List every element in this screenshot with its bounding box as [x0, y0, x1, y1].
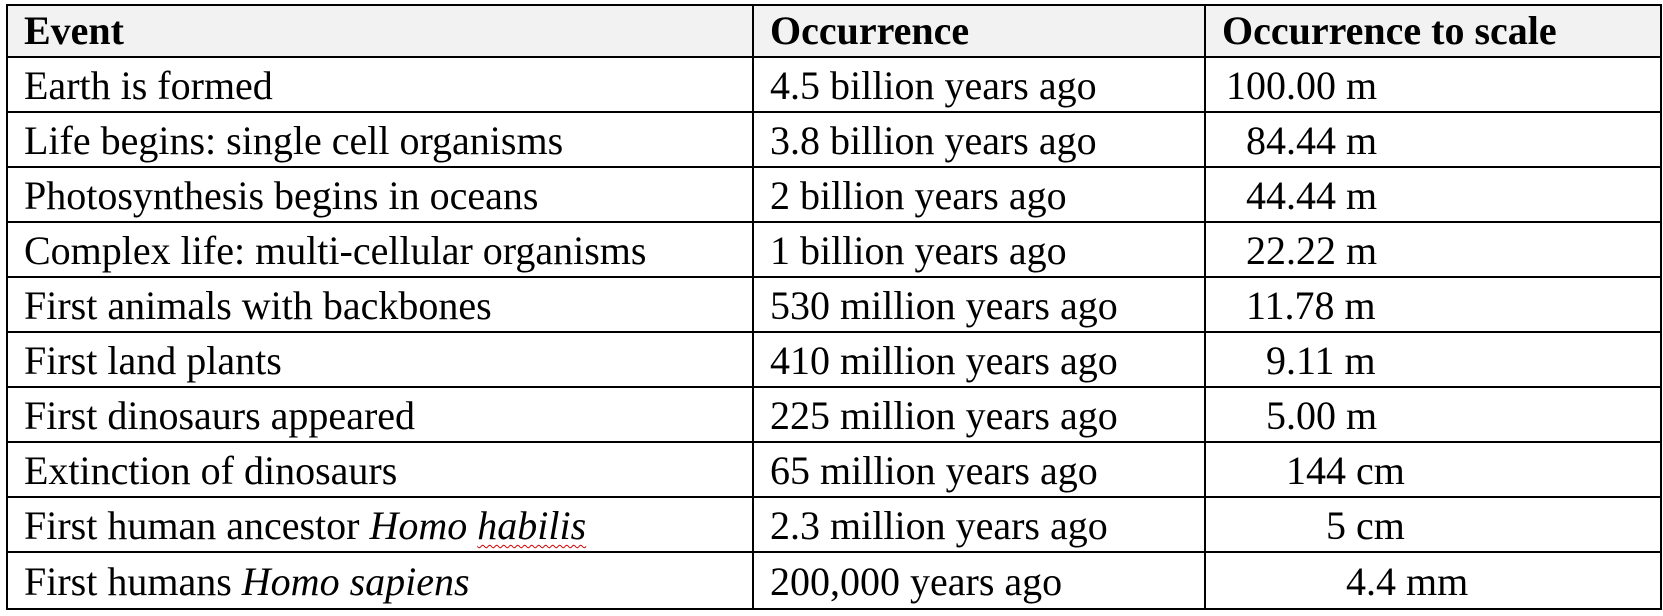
- taxon-name: Homo sapiens: [241, 559, 470, 604]
- table-row-event: [8, 498, 754, 553]
- table-row-event: First dinosaurs appeared: [8, 388, 754, 443]
- table-row-event: Earth is formed: [8, 58, 754, 113]
- header-occurrence-to-scale: Occurrence to scale: [1206, 6, 1660, 58]
- table-row-scale: [1206, 278, 1660, 333]
- table-row-scale: [1206, 168, 1660, 223]
- scale-value: 84.44 m: [1246, 118, 1378, 163]
- scale-value: 44.44 m: [1246, 173, 1378, 218]
- table-row-occurrence: 4.5 billion years ago: [754, 58, 1206, 113]
- header-occurrence: Occurrence: [754, 6, 1206, 58]
- data-table: [6, 4, 1662, 610]
- table-row-occurrence: 2 billion years ago: [754, 168, 1206, 223]
- header-event: Event: [8, 6, 754, 58]
- table-row-scale: [1206, 58, 1660, 113]
- table-row-occurrence: 410 million years ago: [754, 333, 1206, 388]
- table-row-occurrence: 200,000 years ago: [754, 553, 1206, 608]
- taxon-genus: Homo: [369, 503, 468, 548]
- table-row-event: Life begins: single cell organisms: [8, 113, 754, 168]
- table-row-event: Extinction of dinosaurs: [8, 443, 754, 498]
- table-row-scale: [1206, 113, 1660, 168]
- table-row-scale: [1206, 443, 1660, 498]
- table-row-scale: [1206, 498, 1660, 553]
- taxon-species-spellcheck: habilis: [477, 503, 587, 548]
- table-row-scale: [1206, 553, 1660, 608]
- scale-value: 5 cm: [1326, 503, 1405, 548]
- event-text: First humans: [24, 559, 242, 604]
- table-row-occurrence: 530 million years ago: [754, 278, 1206, 333]
- table-row-occurrence: 225 million years ago: [754, 388, 1206, 443]
- table-row-event: First land plants: [8, 333, 754, 388]
- table-row-event: [8, 553, 754, 608]
- table-row-occurrence: 3.8 billion years ago: [754, 113, 1206, 168]
- table-row-event: Photosynthesis begins in oceans: [8, 168, 754, 223]
- scale-value: 144 cm: [1286, 448, 1405, 493]
- table-row-scale: [1206, 333, 1660, 388]
- table-row-occurrence: 1 billion years ago: [754, 223, 1206, 278]
- table-row-event: Complex life: multi-cellular organisms: [8, 223, 754, 278]
- table-row-occurrence: 65 million years ago: [754, 443, 1206, 498]
- event-text: First human ancestor: [24, 503, 370, 548]
- table-row-scale: [1206, 223, 1660, 278]
- table-row-scale: [1206, 388, 1660, 443]
- table-row-event: First animals with backbones: [8, 278, 754, 333]
- scale-value: 9.11 m: [1266, 338, 1376, 383]
- scale-value: 5.00 m: [1266, 393, 1378, 438]
- scale-value: 11.78 m: [1246, 283, 1376, 328]
- scale-value: 22.22 m: [1246, 228, 1378, 273]
- scale-value: 100.00 m: [1226, 63, 1378, 108]
- table-row-occurrence: 2.3 million years ago: [754, 498, 1206, 553]
- scale-value: 4.4 mm: [1346, 559, 1469, 604]
